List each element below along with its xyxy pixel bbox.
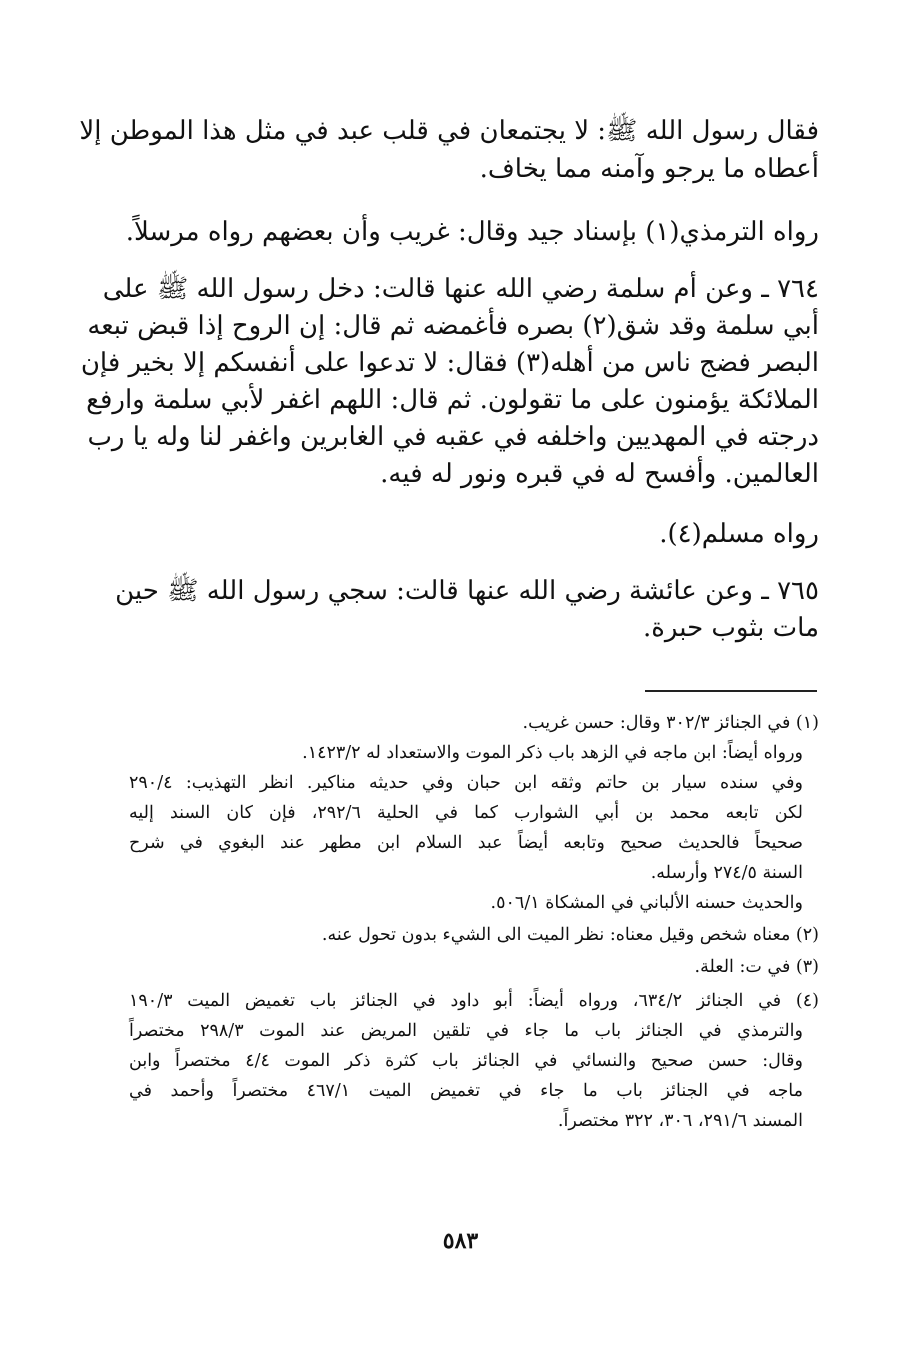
footnote-line: لكن تابعه محمد بن أبي الشوارب كما في الحلية ٢٩٢/٦، فإن كان السند إليه bbox=[129, 803, 804, 823]
text-line: أعطاه ما يرجو وآمنه مما يخاف. bbox=[479, 154, 819, 184]
footnote-line: وفي سنده سيار بن حاتم وثقه ابن حبان وفي حديثه مناكير. انظر التهذيب: ٢٩٠/٤ bbox=[129, 773, 803, 793]
footnote-4 bbox=[129, 986, 819, 1136]
footnote-line: (١) في الجنائز ٣٠٢/٣ وقال: حسن غريب. bbox=[522, 713, 819, 733]
page-number: ٥٨٣ bbox=[442, 1228, 479, 1254]
footnote-line: (٤) في الجنائز ٦٣٤/٢، ورواه أيضاً: أبو داود في الجنائز باب تغميض الميت ١٩٠/٣ bbox=[129, 991, 819, 1011]
footnote-line: والحديث حسنه الألباني في المشكاة ٥٠٦/١. bbox=[490, 893, 803, 913]
text-line: العالمين. وأفسح له في قبره ونور له فيه. bbox=[380, 459, 819, 489]
footnote-line: ورواه أيضاً: ابن ماجه في الزهد باب ذكر الموت والاستعداد له ١٤٢٣/٢. bbox=[302, 743, 803, 763]
text-line: البصر فضج ناس من أهله(٣) فقال: لا تدعوا على أنفسكم إلا بخير فإن bbox=[80, 348, 819, 378]
text-line: رواه مسلم(٤). bbox=[659, 519, 819, 549]
text-line: رواه الترمذي(١) بإسناد جيد وقال: غريب وأن بعضهم رواه مرسلاً. bbox=[125, 217, 819, 247]
paragraph-hadith-764 bbox=[80, 271, 819, 493]
text-line: ٧٦٥ ـ وعن عائشة رضي الله عنها قالت: سجي رسول الله ﷺ حين bbox=[115, 576, 819, 606]
footnote-line: والترمذي في الجنائز باب ما جاء في تلقين المريض عند الموت ٢٩٨/٣ مختصراً bbox=[129, 1021, 803, 1041]
footnote-line: وقال: حسن صحيح والنسائي في الجنائز باب كثرة ذكر الموت ٤/٤ مختصراً وابن bbox=[129, 1051, 804, 1071]
footnote-line: المسند ٢٩١/٦، ٣٠٦، ٣٢٢ مختصراً. bbox=[557, 1111, 803, 1131]
paragraph-tirmidhi-narration bbox=[125, 213, 819, 251]
footnote-divider bbox=[645, 690, 817, 692]
text-line: ٧٦٤ ـ وعن أم سلمة رضي الله عنها قالت: دخل رسول الله ﷺ على bbox=[102, 274, 819, 304]
footnote-line: ماجه في الجنائز باب ما جاء في تغميض الميت ٤٦٧/١ مختصراً وأحمد في bbox=[129, 1081, 803, 1101]
main-text bbox=[79, 112, 819, 647]
text-line: مات بثوب حبرة. bbox=[643, 613, 819, 643]
footnotes bbox=[129, 708, 819, 1136]
text-line: درجته في المهديين واخلفه في عقبه في الغابرين واغفر لنا وله يا رب bbox=[87, 422, 819, 452]
text-line: فقال رسول الله ﷺ: لا يجتمعان في قلب عبد في مثل هذا الموطن إلا bbox=[79, 116, 819, 146]
paragraph-hadith-765 bbox=[115, 573, 819, 647]
paragraph-muslim-narration bbox=[129, 515, 819, 553]
footnote-line: السنة ٢٧٤/٥ وأرسله. bbox=[650, 863, 803, 883]
footnote-line: صحيحاً فالحديث صحيح وتابعه أيضاً عبد السلام ابن مطهر عند البغوي في شرح bbox=[129, 833, 803, 853]
text-line: أبي سلمة وقد شق(٢) بصره فأغمضه ثم قال: إن الروح إذا قبض تبعه bbox=[87, 311, 819, 341]
footnote-2 bbox=[129, 920, 819, 950]
footnote-3 bbox=[129, 952, 819, 982]
footnote-1 bbox=[129, 708, 819, 918]
footnote-line: (٣) في ت: العلة. bbox=[694, 957, 819, 977]
text-line: الملائكة يؤمنون على ما تقولون. ثم قال: اللهم اغفر لأبي سلمة وارفع bbox=[86, 385, 819, 415]
footnote-line: (٢) معناه شخص وقيل معناه: نظر الميت الى الشيء بدون تحول عنه. bbox=[321, 925, 819, 945]
paragraph-hadith-end bbox=[79, 112, 819, 188]
